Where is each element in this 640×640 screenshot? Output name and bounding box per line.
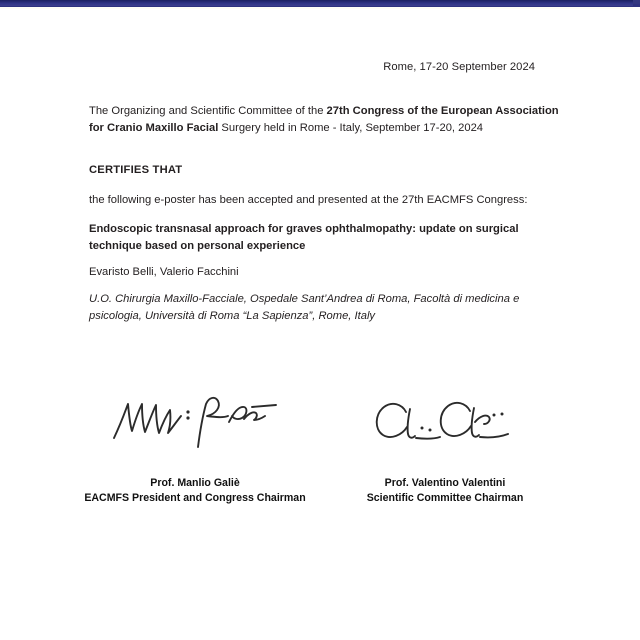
certifies-label: CERTIFIES THAT — [89, 164, 183, 176]
accepted-statement: the following e-poster has been accepted and presented at the 27th EACMFS Congress: — [89, 194, 528, 206]
intro-suffix: Surgery held in Rome - Italy, September 17-20, 2024 — [218, 122, 484, 134]
handwritten-signature-icon — [75, 390, 315, 452]
signature-caption — [325, 476, 565, 505]
signature-block-president — [75, 390, 315, 505]
signatory-name: Prof. Manlio Galiè — [150, 477, 240, 489]
handwritten-signature-icon — [325, 390, 565, 452]
affiliation-line: U.O. Chirurgia Maxillo-Facciale, Ospedale Sant’Andrea di Roma, Facoltà di medicina e psicologia, Università di Roma “La Sapienza”, Rome, Italy — [89, 293, 520, 322]
intro-prefix: The Organizing and Scientific Committee of the — [89, 105, 327, 117]
intro-congress-name: 27th Congress of the European Association for Cranio Maxillo Facial — [89, 105, 559, 134]
signatory-name: Prof. Valentino Valentini — [384, 477, 506, 489]
date-line: Rome, 17-20 September 2024 — [383, 61, 535, 73]
poster-title: Endoscopic transnasal approach for graves ophthalmopathy: update on surgical technique based on personal experience — [89, 223, 519, 252]
signature-block-scientific-chair — [325, 390, 565, 505]
intro-paragraph — [89, 103, 559, 137]
signatory-role: EACMFS President and Congress Chairman — [84, 491, 306, 504]
signatory-role: Scientific Committee Chairman — [366, 491, 524, 504]
signature-caption — [75, 476, 315, 505]
signature-area — [0, 390, 640, 520]
authors-line: Evaristo Belli, Valerio Facchini — [89, 266, 239, 278]
